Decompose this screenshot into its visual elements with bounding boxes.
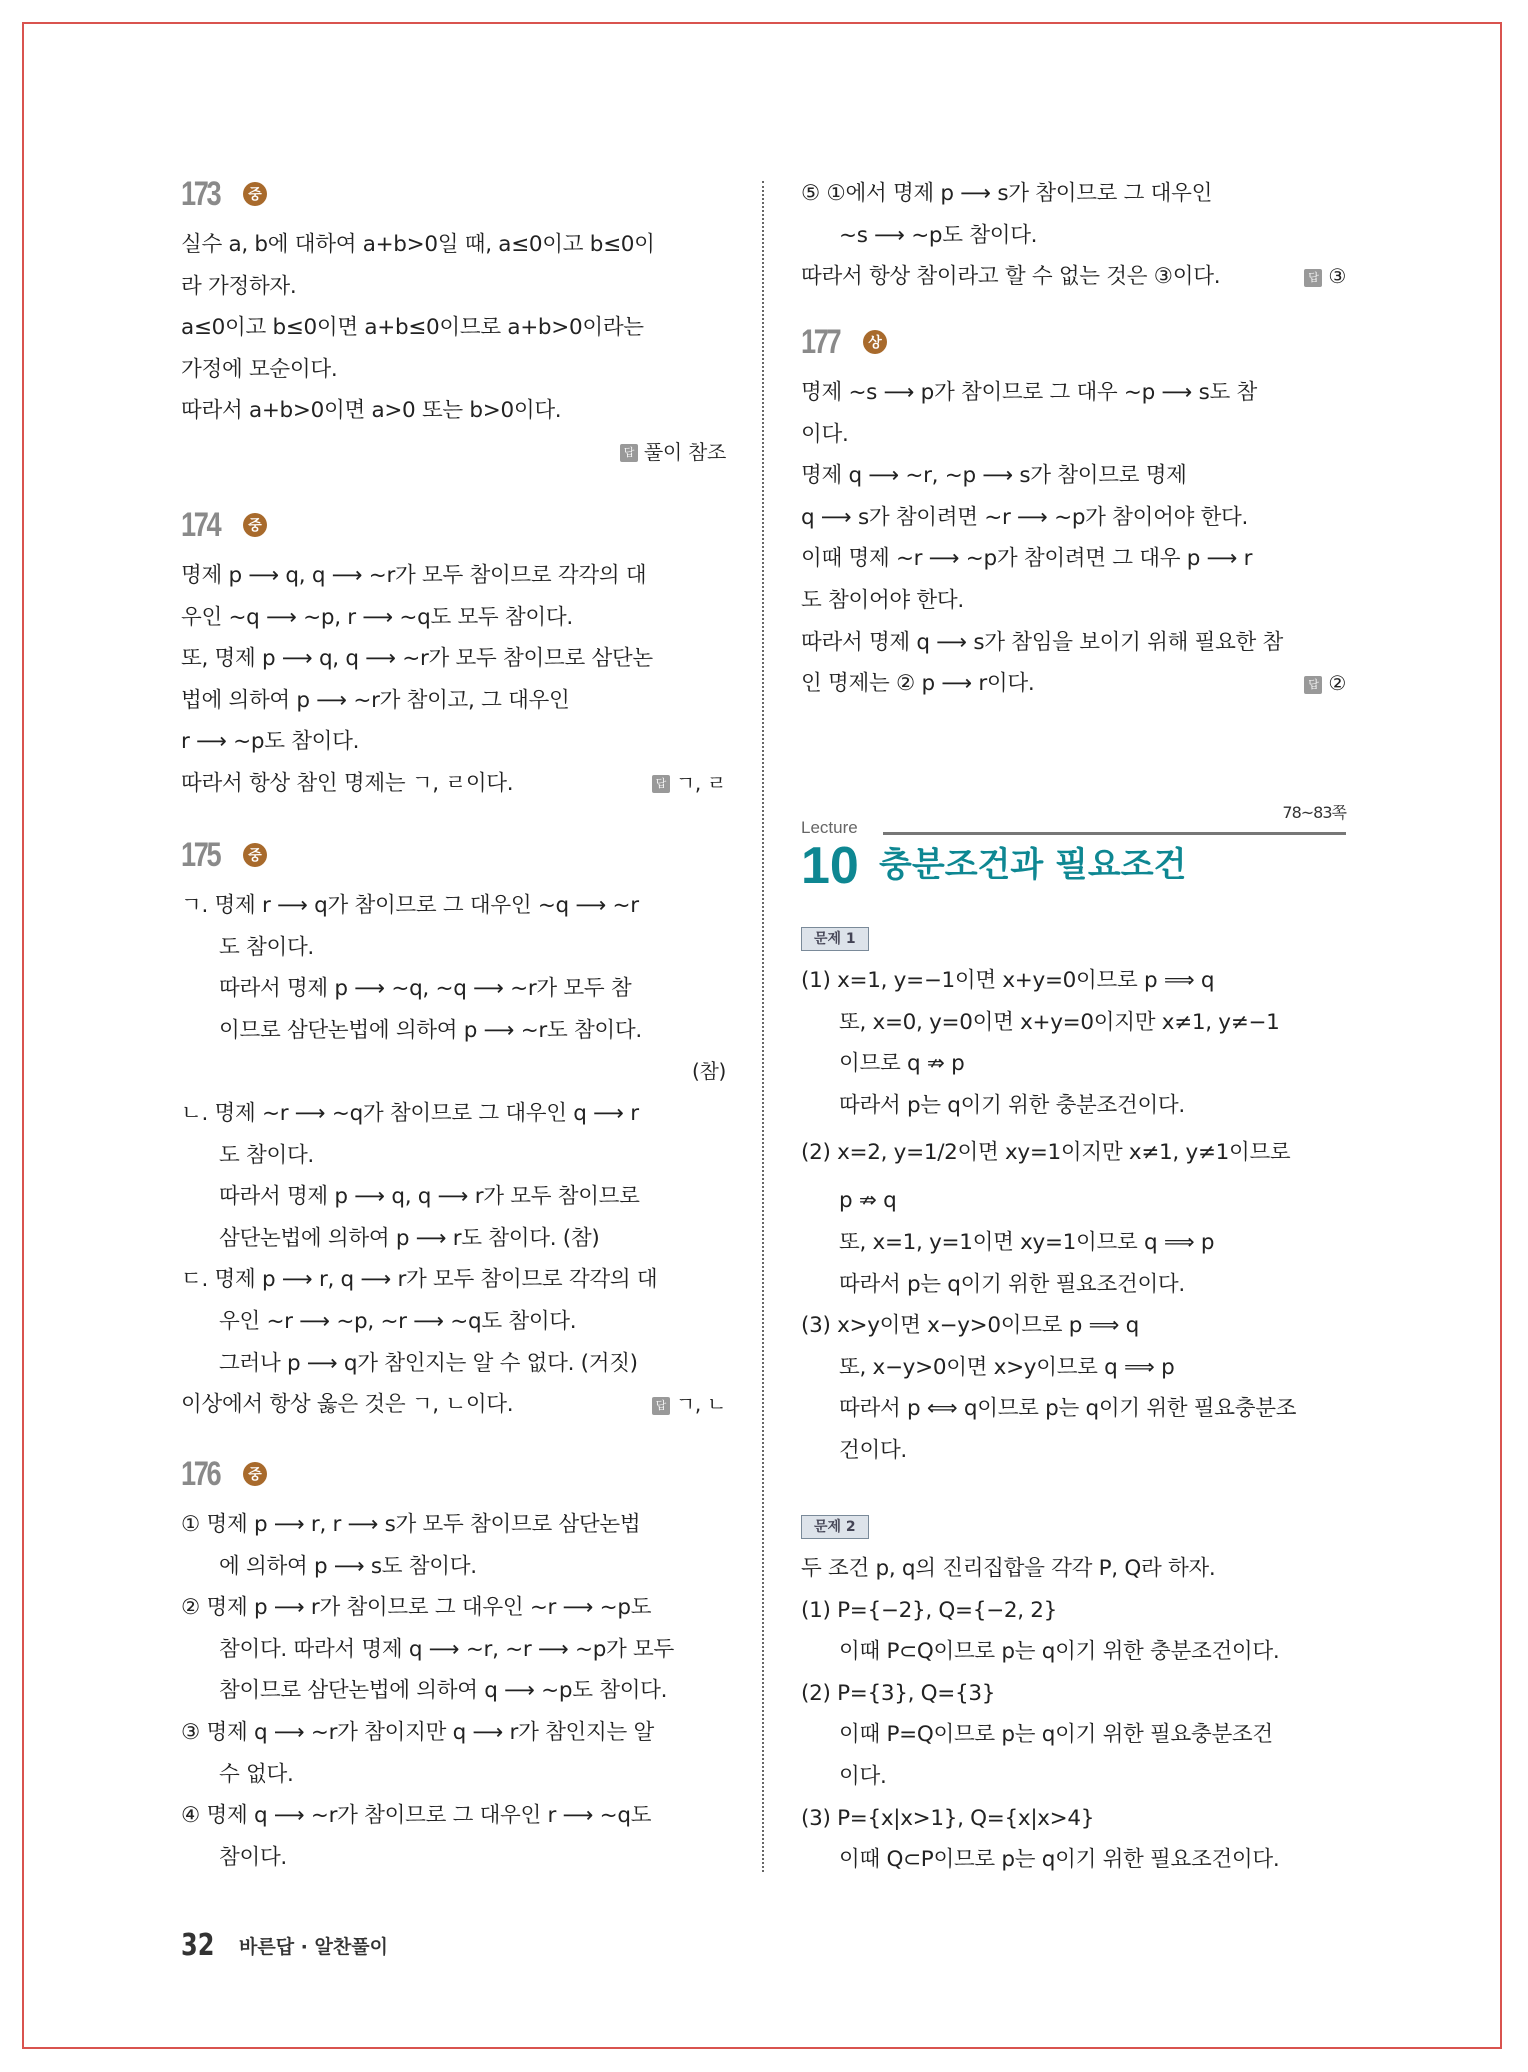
text-line: [801, 1085, 1346, 1127]
text-line: [801, 1002, 1346, 1044]
text-line: [801, 1388, 1346, 1430]
text-line: [801, 1756, 1346, 1798]
problem-header: [181, 1454, 726, 1493]
line-text: p ⇏ q: [839, 1188, 897, 1214]
problem-section: [801, 173, 1346, 298]
text-line: [801, 1126, 1346, 1180]
text-line: [801, 1180, 1346, 1222]
answer-icon: 답: [620, 444, 638, 462]
text-line: [181, 721, 726, 763]
answer-icon: 답: [1304, 269, 1322, 287]
text-line: [801, 256, 1346, 298]
line-text: q ⟶ s가 참이려면 ~r ⟶ ~p가 참이어야 한다.: [801, 504, 1249, 530]
text-line: [181, 1712, 726, 1754]
line-text: 참이다. 따라서 명제 q ⟶ ~r, ~r ⟶ ~p가 모두: [219, 1636, 674, 1662]
line-text: ~s ⟶ ~p도 참이다.: [839, 222, 1038, 248]
line-text: 이다.: [839, 1763, 887, 1789]
line-text: r ⟶ ~p도 참이다.: [181, 729, 360, 755]
line-text: 이므로 삼단논법에 의하여 p ⟶ ~r도 참이다.: [219, 1017, 642, 1043]
lecture-rule: [883, 832, 1346, 835]
text-line: [181, 1587, 726, 1629]
line-text: 명제 p ⟶ q, q ⟶ ~r가 모두 참이므로 각각의 대: [181, 563, 647, 588]
text-line: [181, 1384, 726, 1426]
problem-badge: 문제 1: [801, 927, 869, 951]
text-line: [801, 1222, 1346, 1264]
text-line: [801, 173, 1346, 215]
text-line: [181, 555, 726, 597]
problem-header: [181, 835, 726, 874]
line-text: 우인 ~q ⟶ ~p, r ⟶ ~q도 모두 참이다.: [181, 604, 573, 630]
problem-section: [801, 927, 1346, 1472]
text-line: [181, 885, 726, 927]
text-line: [181, 1754, 726, 1796]
line-text: 그러나 p ⟶ q가 참인지는 알 수 없다. (거짓): [219, 1350, 638, 1376]
text-line: [181, 266, 726, 308]
line-text: 이므로 q ⇏ p: [839, 1051, 965, 1077]
text-line: [181, 1837, 726, 1879]
line-text: 이때 Q⊂P이므로 p는 q이기 위한 필요조건이다.: [839, 1847, 1280, 1873]
answer-icon: 답: [652, 775, 670, 793]
text-line: [181, 1093, 726, 1135]
text-line: [801, 1043, 1346, 1085]
line-text: ① 명제 p ⟶ r, r ⟶ s가 모두 참이므로 삼단논법: [181, 1512, 641, 1537]
difficulty-badge: 상: [863, 330, 887, 354]
line-text: (2) P={3}, Q={3}: [801, 1680, 996, 1706]
line-text: ② 명제 p ⟶ r가 참이므로 그 대우인 ~r ⟶ ~p도: [181, 1595, 652, 1621]
line-text: 건이다.: [839, 1437, 907, 1463]
text-line: [181, 763, 726, 805]
text-line: [181, 927, 726, 969]
problem-section: [181, 1454, 726, 1878]
page-number: 32: [181, 1928, 215, 1963]
text-line: [801, 1631, 1346, 1673]
line-text: 에 의하여 p ⟶ s도 참이다.: [219, 1553, 477, 1579]
text-line: [181, 1176, 726, 1218]
text-line: [181, 224, 726, 266]
line-text: 따라서 명제 p ⟶ ~q, ~q ⟶ ~r가 모두 참: [219, 976, 632, 1002]
line-text: 가정에 모순이다.: [181, 356, 338, 382]
lecture-label: Lecture: [801, 818, 858, 837]
line-text: 이상에서 항상 옳은 것은 ㄱ, ㄴ이다.: [181, 1392, 514, 1418]
line-text: a≤0이고 b≤0이면 a+b≤0이므로 a+b>0이라는: [181, 315, 644, 341]
problem-header: [181, 174, 726, 213]
text-line: [801, 1673, 1346, 1715]
text-line: [181, 1259, 726, 1301]
text-line: [801, 1305, 1346, 1347]
answer: [652, 1384, 726, 1426]
lecture-title: 충분조건과 필요조건: [879, 845, 1187, 885]
line-text: 두 조건 p, q의 진리집합을 각각 P, Q라 하자.: [801, 1556, 1216, 1581]
text-line: [181, 968, 726, 1010]
text-line: [181, 1795, 726, 1837]
lecture-header: [801, 800, 1346, 895]
line-text: 이때 P=Q이므로 p는 q이기 위한 필요충분조건: [839, 1722, 1273, 1748]
line-text: 실수 a, b에 대하여 a+b>0일 때, a≤0이고 b≤0이: [181, 232, 655, 257]
text-line: [181, 638, 726, 680]
answer-text: 풀이 참조: [643, 439, 726, 464]
line-text: 도 참이다.: [219, 1142, 314, 1168]
problem-badge: 문제 2: [801, 1515, 869, 1539]
line-text: 따라서 p는 q이기 위한 필요조건이다.: [839, 1271, 1185, 1297]
answer-text: ㄱ, ㄴ: [675, 1392, 726, 1417]
text-line: [801, 960, 1346, 1002]
text-line: [801, 497, 1346, 539]
answer: [620, 432, 726, 474]
line-text: 수 없다.: [219, 1761, 294, 1787]
problem-header: [801, 322, 1346, 361]
problem-section: [801, 1515, 1346, 1881]
text-line: [801, 1839, 1346, 1881]
text-line: [181, 1343, 726, 1385]
text-line: [181, 597, 726, 639]
line-text: 명제 q ⟶ ~r, ~p ⟶ s가 참이므로 명제: [801, 463, 1187, 489]
difficulty-badge: 중: [243, 1462, 267, 1486]
text-line: [181, 1629, 726, 1671]
line-text: 참이다.: [219, 1844, 287, 1870]
text-line: [181, 1301, 726, 1343]
line-text: 또, x=1, y=1이면 xy=1이므로 q ⟹ p: [839, 1229, 1215, 1255]
text-line: [801, 372, 1346, 414]
line-text: (3) x>y이면 x−y>0이므로 p ⟹ q: [801, 1313, 1140, 1339]
text-line: [181, 680, 726, 722]
answer-icon: 답: [1304, 676, 1322, 694]
answer: [1304, 663, 1346, 705]
text-line: [801, 215, 1346, 257]
problem-number: 174: [181, 505, 220, 544]
answer-text: ③: [1328, 264, 1346, 289]
text-line: [801, 622, 1346, 664]
answer-text: (참): [691, 1059, 726, 1084]
difficulty-badge: 중: [243, 182, 267, 206]
line-text: ⑤ ①에서 명제 p ⟶ s가 참이므로 그 대우인: [801, 181, 1213, 206]
line-text: (3) P={x|x>1}, Q={x|x>4}: [801, 1805, 1095, 1831]
line-text: 따라서 항상 참이라고 할 수 없는 것은 ③이다.: [801, 264, 1221, 290]
line-text: 따라서 명제 q ⟶ s가 참임을 보이기 위해 필요한 참: [801, 629, 1284, 655]
column-divider: [762, 181, 764, 1872]
answer: [692, 1051, 726, 1093]
line-text: 인 명제는 ② p ⟶ r이다.: [801, 671, 1035, 697]
line-text: 이다.: [801, 421, 849, 447]
text-line: [801, 580, 1346, 622]
text-line: [801, 1714, 1346, 1756]
line-text: 명제 ~s ⟶ p가 참이므로 그 대우 ~p ⟶ s도 참: [801, 380, 1257, 405]
line-text: 따라서 명제 p ⟶ q, q ⟶ r가 모두 참이므로: [219, 1184, 640, 1210]
text-line: [181, 1135, 726, 1177]
line-text: ㄷ. 명제 p ⟶ r, q ⟶ r가 모두 참이므로 각각의 대: [181, 1267, 658, 1293]
answer: [652, 763, 726, 805]
line-text: ㄱ. 명제 r ⟶ q가 참이므로 그 대우인 ~q ⟶ ~r: [181, 893, 639, 918]
text-line: [801, 1264, 1346, 1306]
text-line: [181, 1546, 726, 1588]
line-text: (1) x=1, y=−1이면 x+y=0이므로 p ⟹ q: [801, 968, 1215, 993]
text-line: [801, 1590, 1346, 1632]
line-text: 따라서 항상 참인 명제는 ㄱ, ㄹ이다.: [181, 770, 514, 796]
line-text: ㄴ. 명제 ~r ⟶ ~q가 참이므로 그 대우인 q ⟶ r: [181, 1100, 639, 1126]
text-line: [801, 538, 1346, 580]
text-line: [181, 307, 726, 349]
answer-text: ㄱ, ㄹ: [675, 770, 726, 795]
line-text: 이때 명제 ~r ⟶ ~p가 참이려면 그 대우 p ⟶ r: [801, 546, 1253, 572]
line-text: 참이므로 삼단논법에 의하여 q ⟶ ~p도 참이다.: [219, 1678, 668, 1704]
text-line: [181, 1051, 726, 1093]
lecture-number: 10: [801, 837, 859, 895]
line-text: 우인 ~r ⟶ ~p, ~r ⟶ ~q도 참이다.: [219, 1308, 577, 1334]
line-text: 또, x=0, y=0이면 x+y=0이지만 x≠1, y≠−1: [839, 1009, 1280, 1035]
text-line: [181, 1218, 726, 1260]
text-line: [181, 1010, 726, 1052]
answer: [1304, 256, 1346, 298]
text-line: [181, 1504, 726, 1546]
text-line: [801, 414, 1346, 456]
line-text: 따라서 p는 q이기 위한 충분조건이다.: [839, 1092, 1185, 1118]
line-text: (1) P={−2}, Q={−2, 2}: [801, 1597, 1058, 1623]
text-line: [181, 432, 726, 474]
text-line: [801, 455, 1346, 497]
problem-header: [181, 505, 726, 544]
problem-section: [801, 322, 1346, 705]
line-text: 라 가정하자.: [181, 273, 297, 299]
line-text: ④ 명제 q ⟶ ~r가 참이므로 그 대우인 r ⟶ ~q도: [181, 1803, 652, 1829]
page-footer: [181, 1928, 388, 1963]
difficulty-badge: 중: [243, 513, 267, 537]
text-line: [181, 390, 726, 432]
text-line: [801, 1347, 1346, 1389]
line-text: 도 참이어야 한다.: [801, 587, 964, 613]
lecture-pages: 78~83쪽: [1282, 803, 1346, 822]
problem-number: 175: [181, 835, 220, 874]
text-line: [801, 1548, 1346, 1590]
line-text: ③ 명제 q ⟶ ~r가 참이지만 q ⟶ r가 참인지는 알: [181, 1719, 654, 1745]
line-text: 도 참이다.: [219, 934, 314, 960]
problem-section: [181, 174, 726, 474]
line-text: 삼단논법에 의하여 p ⟶ r도 참이다. (참): [219, 1225, 600, 1251]
answer-text: ②: [1328, 671, 1346, 696]
problem-section: [181, 505, 726, 805]
line-text: 또, 명제 p ⟶ q, q ⟶ ~r가 모두 참이므로 삼단논: [181, 646, 653, 672]
text-line: [801, 1430, 1346, 1472]
problem-number: 173: [181, 174, 220, 213]
line-text: 따라서 a+b>0이면 a>0 또는 b>0이다.: [181, 398, 562, 424]
line-text: 따라서 p ⟺ q이므로 p는 q이기 위한 필요충분조: [839, 1396, 1297, 1422]
book-title: 바른답 · 알찬풀이: [239, 1936, 388, 1958]
line-text: 또, x−y>0이면 x>y이므로 q ⟹ p: [839, 1354, 1175, 1380]
line-text: 이때 P⊂Q이므로 p는 q이기 위한 충분조건이다.: [839, 1639, 1280, 1665]
problem-section: [181, 835, 726, 1426]
answer-icon: 답: [652, 1397, 670, 1415]
difficulty-badge: 중: [243, 843, 267, 867]
text-line: [801, 1798, 1346, 1840]
text-line: [181, 349, 726, 391]
problem-number: 176: [181, 1454, 220, 1493]
text-line: [181, 1670, 726, 1712]
line-text: 법에 의하여 p ⟶ ~r가 참이고, 그 대우인: [181, 687, 570, 713]
problem-number: 177: [801, 322, 840, 361]
line-text: (2) x=2, y=1/2이면 xy=1이지만 x≠1, y≠1이므로: [801, 1140, 1291, 1166]
text-line: [801, 663, 1346, 705]
